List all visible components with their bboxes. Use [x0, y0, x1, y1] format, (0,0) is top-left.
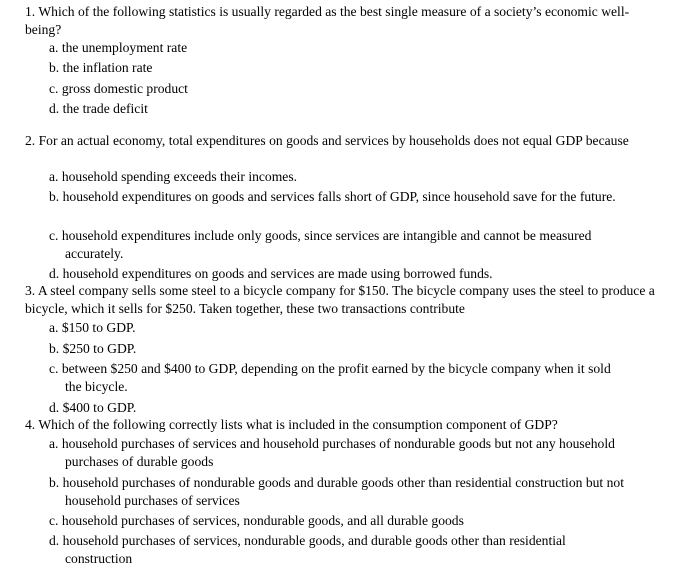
question-4-option-b: b. household purchases of nondurable goods and durable goods other than residential construction but not household purchases of services [49, 475, 624, 508]
question-2-option-b: b. household expenditures on goods and services falls short of GDP, since household save for the future. [49, 189, 616, 204]
question-2-option-a: a. household spending exceeds their incomes. [49, 169, 298, 184]
question-1-option-d: d. the trade deficit [49, 101, 148, 116]
question-2-stem: 2. For an actual economy, total expenditures on goods and services by households does not equal GDP because [25, 133, 629, 148]
question-2-option-d: d. household expenditures on goods and services are made using borrowed funds. [49, 266, 493, 281]
question-3-stem: 3. A steel company sells some steel to a bicycle company for $150. The bicycle company uses the steel to produce a bicycle, which it sells for $250. Taken together, these two transactions contribute [25, 283, 655, 316]
question-4-option-c: c. household purchases of services, nondurable goods, and all durable goods [49, 513, 464, 528]
question-4-option-a: a. household purchases of services and household purchases of nondurable goods but not any household purchases of durable goods [49, 436, 615, 469]
question-4-option-d: d. household purchases of services, nondurable goods, and durable goods other than residential construction [49, 533, 566, 566]
question-2-option-c: c. household expenditures include only goods, since services are intangible and cannot be measured accurately. [49, 228, 592, 261]
question-1-option-c: c. gross domestic product [49, 81, 188, 96]
question-3-option-b: b. $250 to GDP. [49, 341, 137, 356]
question-3-option-d: d. $400 to GDP. [49, 400, 137, 415]
question-3-option-c: c. between $250 and $400 to GDP, depending on the profit earned by the bicycle company when it sold the bicycle. [49, 361, 611, 394]
question-1-stem: 1. Which of the following statistics is usually regarded as the best single measure of a society’s economic well-being? [25, 4, 630, 37]
question-1-option-b: b. the inflation rate [49, 60, 153, 75]
question-4-stem: 4. Which of the following correctly lists what is included in the consumption component of GDP? [25, 417, 558, 432]
question-1-option-a: a. the unemployment rate [49, 40, 188, 55]
question-3-option-a: a. $150 to GDP. [49, 320, 136, 335]
